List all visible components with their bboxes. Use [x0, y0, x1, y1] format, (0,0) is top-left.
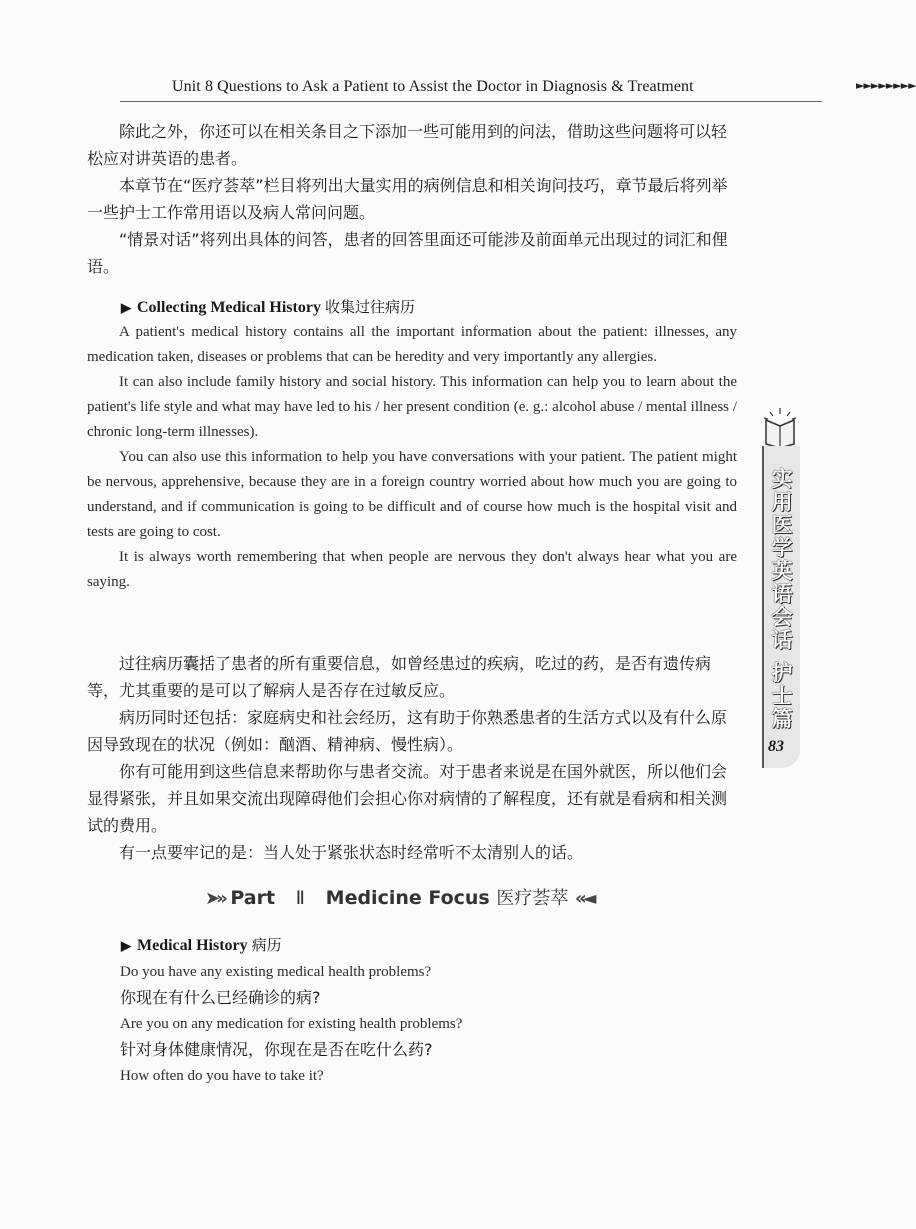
running-header [120, 72, 916, 104]
section-heading-collecting-history: ▶ Collecting Medical History 收集过往病历 [121, 298, 415, 316]
intro-paragraph-3: “情景对话”将列出具体的问答，患者的回答里面还可能涉及前面单元出现过的词汇和俚语。 [87, 230, 728, 276]
side-chapter-tab [762, 446, 800, 768]
left-chevron-deco-icon: ➤» [205, 888, 224, 909]
question-en-3: How often do you have to take it? [120, 1068, 324, 1084]
en-paragraph-2: It can also include family history and social history. This information can help you to learn about the patient's life style and what may have led to his / her present condition (e. g.: alcohol abuse / mental illness / chronic long-term illnesses). [87, 374, 737, 440]
part-title-cn: 医疗荟萃 [496, 888, 569, 909]
history-english-body [87, 320, 737, 595]
side-tab-subtitle: 护士篇 [771, 661, 793, 731]
intro-paragraph-2: 本章节在“医疗荟萃”栏目将列出大量实用的病例信息和相关询问技巧，章节最后将列举一些护士工作常用语以及病人常问问题。 [87, 176, 728, 222]
open-book-icon [758, 404, 802, 448]
header-arrows: ►►►►►►►► [856, 79, 916, 92]
cn-paragraph-3: 你有可能用到这些信息来帮助你与患者交流。对于患者来说是在国外就医，所以他们会显得紧张，并且如果交流出现障碍他们会担心你对病情的了解程度，还有就是看病和相关测试的费用。 [87, 762, 728, 835]
triangle-bullet-icon: ▶ [121, 938, 131, 953]
history-chinese-body [87, 650, 737, 866]
header-rule [120, 101, 822, 102]
unit-title: Unit 8 Questions to Ask a Patient to Assist the Doctor in Diagnosis & Treatment [172, 78, 694, 95]
cn-paragraph-2: 病历同时还包括：家庭病史和社会经历，这有助于你熟悉患者的生活方式以及有什么原因导致现在的状况（例如：酗酒、精神病、慢性病）。 [87, 708, 728, 754]
right-chevron-deco-icon: «◄ [574, 888, 593, 909]
part-title-en: Medicine Focus [325, 887, 490, 909]
side-tab-title: 实用医学英语会话 [771, 467, 793, 652]
question-en-1: Do you have any existing medical health problems? [120, 964, 432, 980]
question-cn-1: 你现在有什么已经确诊的病? [120, 988, 321, 1007]
section-heading-medical-history: ▶ Medical History 病历 [121, 936, 282, 954]
part-numeral: Ⅱ [295, 887, 306, 909]
intro-cn [87, 118, 737, 280]
part-banner [205, 884, 592, 914]
page-number: 83 [768, 738, 784, 755]
cn-paragraph-1: 过往病历囊括了患者的所有重要信息，如曾经患过的疾病，吃过的药，是否有遗传病等，尤其重要的是可以了解病人是否存在过敏反应。 [87, 654, 712, 700]
en-paragraph-3: You can also use this information to help you have conversations with your patient. The patient might be nervous, apprehensive, because they are in a foreign country worried about how much you are going to understand, and if communication is going to be difficult and of course how much is the hospital visit and tests are going to cost. [87, 449, 737, 540]
question-cn-2: 针对身体健康情况，你现在是否在吃什么药? [120, 1040, 433, 1059]
cn-paragraph-4: 有一点要牢记的是：当人处于紧张状态时经常听不太清别人的话。 [119, 843, 584, 862]
part-label: Part [230, 887, 276, 909]
en-paragraph-1: A patient's medical history contains all the important information about the patient: illnesses, any medication taken, diseases or problems that can be heredity and very importantly any allergies. [87, 324, 737, 365]
en-paragraph-4: It is always worth remembering that when people are nervous they don't always hear what you are saying. [87, 549, 737, 590]
intro-paragraph-1: 除此之外，你还可以在相关条目之下添加一些可能用到的问法，借助这些问题将可以轻松应对讲英语的患者。 [87, 122, 728, 168]
question-en-2: Are you on any medication for existing health problems? [120, 1016, 463, 1032]
triangle-bullet-icon: ▶ [121, 300, 131, 315]
